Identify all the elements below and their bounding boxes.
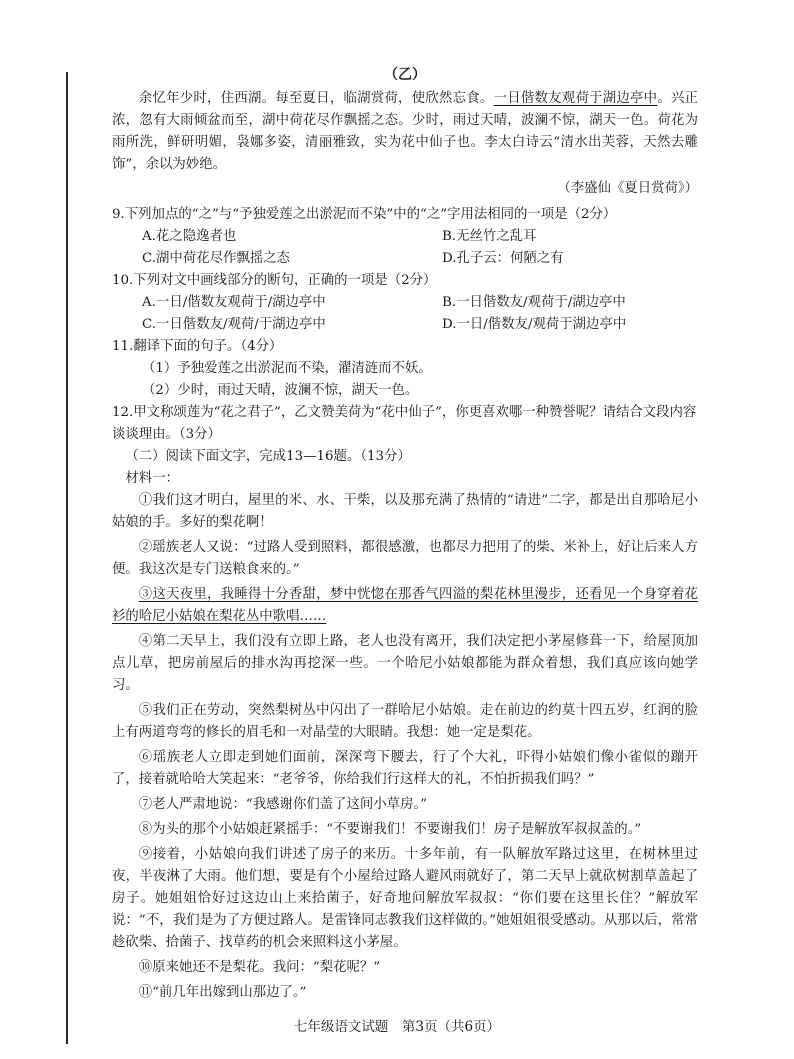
question-9-stem: 9.下列加点的“之”与“予独爱莲之出淤泥而不染”中的“之”字用法相同的一项是（2分） [112,207,617,222]
material-label: 材料一： [125,471,179,486]
q10-option-a: A.一日/偕数友观荷于/湖边亭中 [142,295,326,310]
q9-option-b: B.无丝竹之乱耳 [442,229,537,244]
exam-page [112,64,698,1007]
question-11-stem: 11.翻译下面的句子。（4分） [112,339,283,354]
q9-option-a: A.花之隐逸者也 [142,229,237,244]
passage-yi: 余忆年少时，住西湖。每至夏日，临湖赏荷，使欣然忘食。一日偕数友观荷于湖边亭中。兴正浓，忽有大雨倾盆而至，湖中荷花尽作飘摇之态。少时，雨过天晴，波澜不惊，湖天一色。荷花为雨所洗，鲜研明媚，袅娜多姿，清丽雅致，实为花中仙子也。李太白诗云“清水出芙蓉，天然去雕饰”，余以为妙绝。 [112,91,699,172]
q10-option-b: B.一日偕数友/观荷于/湖边亭中 [442,295,626,310]
part-2-heading: （二）阅读下面文字，完成13—16题。（13分） [125,449,411,464]
passage-paragraph: ⑥瑶族老人立即走到她们面前，深深弯下腰去，行了个大礼，吓得小姑娘们像小雀似的蹦开了，接着就哈哈大笑起来：“老爷爷，你给我们行这样大的礼，不怕折损我们吗？” [112,750,698,787]
passage-paragraph: ⑨接着，小姑娘向我们讲述了房子的来历。十多年前，有一队解放军路过这里，在树林里过夜，半夜淋了大雨。他们想，要是有个小屋给过路人避风雨就好了，第二天早上就砍树割草盖起了房子。她姐姐恰好过这边山上来拾菌子，好奇地问解放军叔叔：“你们要在这里长住？”解放军说：“不，我们是为了方便过路人。是雷锋同志教我们这样做的。”她姐姐很受感动。从那以后，常常趁砍柴、拾菌子、找草药的机会来照料这小茅屋。 [112,847,698,950]
question-12-stem: 12.甲文称颂莲为“花之君子”，乙文赞美荷为“花中仙子”，你更喜欢哪一种赞誉呢？请结合文段内容谈谈理由。（3分） [112,405,697,442]
question-9-options [112,226,698,270]
q10-option-c: C.一日偕数友/观荷/于湖边亭中 [142,317,326,332]
binding-margin-line [66,72,68,1044]
passage-paragraph: ②瑶族老人又说：“过路人受到照料，都很感激，也都尽力把用了的柴、米补上，好让后来人方便。我这次是专门送粮食来的。” [112,540,698,577]
q11-item-1: （1）予独爱莲之出淤泥而不染，濯清涟而不妖。 [142,361,432,376]
passage-paragraph: ①我们这才明白，屋里的米、水、干柴，以及那充满了热情的“请进”二字，都是出自那哈尼小姑娘的手。多好的梨花啊！ [112,493,698,530]
material-one-passage [112,490,698,1004]
q11-item-2: （2）少时，雨过天晴，波澜不惊，湖天一色。 [142,383,419,398]
page-footer: 七年级语文试题 第3页（共6页） [293,1019,501,1035]
passage-paragraph: ⑦老人严肃地说：“我感谢你们盖了这间小草房。” [138,797,427,812]
question-10-options [112,292,698,336]
passage-paragraph: ⑩原来她还不是梨花。我问：“梨花呢？” [138,960,381,975]
passage-paragraph: ⑪“前几年出嫁到山那边了。” [138,985,307,1000]
question-10-stem: 10.下列对文中画线部分的断句，正确的一项是（2分） [112,273,437,288]
passage-paragraph: ④第二天早上，我们没有立即上路，老人也没有离开，我们决定把小茅屋修葺一下，给屋顶加点儿草，把房前屋后的排水沟再挖深一些。一个哈尼小姑娘都能为群众着想，我们真应该向她学习。 [112,634,698,693]
passage-paragraph: ⑤我们正在劳动，突然梨树丛中闪出了一群哈尼小姑娘。走在前边的约莫十四五岁，红润的脸上有两道弯弯的修长的眉毛和一对晶莹的大眼睛。我想：她一定是梨花。 [112,703,698,740]
q9-option-d: D.孔子云：何陋之有 [442,251,564,266]
passage-source: （李盛仙《夏日赏荷》） [557,181,698,196]
underlined-paragraph: ③这天夜里，我睡得十分香甜，梦中恍惚在那香气四溢的梨花林里漫步，还看见一个身穿着花衫的哈尼小姑娘在梨花丛中歌唱…… [112,587,698,624]
q9-option-c: C.湖中荷花尽作飘摇之态 [142,251,290,266]
underlined-sentence: 一日偕数友观荷于湖边亭中 [493,91,658,106]
q10-option-d: D.一日/偕数友/观荷于湖边亭中 [442,317,627,332]
passage-paragraph: ⑧为头的那个小姑娘赶紧摇手：“不要谢我们！不要谢我们！房子是解放军叔叔盖的。” [138,822,642,837]
section-title-yi: （乙） [384,67,426,83]
